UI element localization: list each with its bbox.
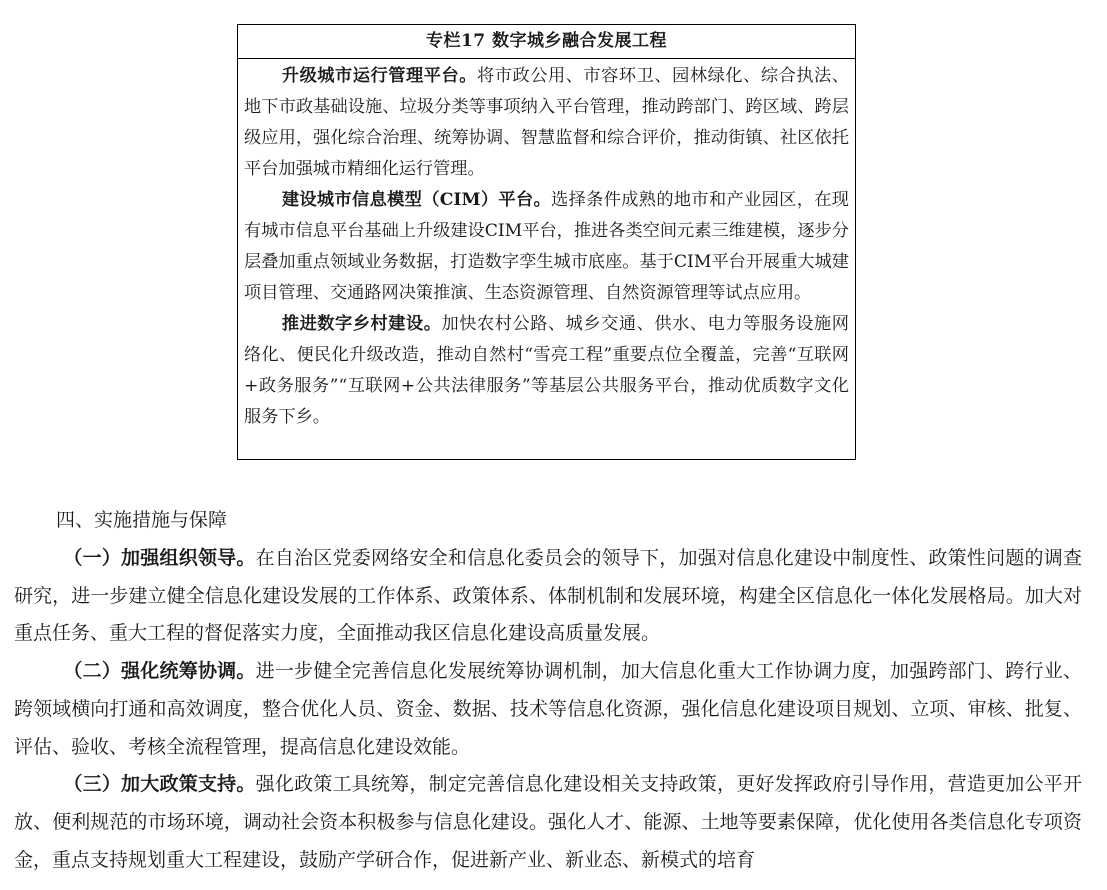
column-box: [237, 24, 856, 460]
section-heading: 四、实施措施与保障: [56, 509, 228, 531]
measure-paragraph-lead: （三）加大政策支持。: [63, 773, 256, 796]
measure-paragraph-coordination: [14, 653, 1082, 766]
measure-paragraph-text: 在自治区党委网络安全和信息化委员会的领导下，加强对信息化建设中制度性、政策性问题的调查研究，进一步建立健全信息化建设发展的工作体系、政策体系、体制机制和发展环境，构建全区信息化一体化发展格局。加大对重点任务、重大工程的督促落实力度，全面推动我区信息化建设高质量发展。: [14, 547, 1082, 645]
column-paragraph-lead: 推进数字乡村建设。: [281, 314, 442, 334]
measure-paragraph-text: 进一步健全完善信息化发展统筹协调机制，加大信息化重大工作协调力度，加强跨部门、跨行业、跨领域横向打通和高效调度，整合优化人员、资金、数据、技术等信息化资源，强化信息化建设项目规划、立项、审核、批复、评估、验收、考核全流程管理，提高信息化建设效能。: [14, 660, 1082, 758]
measure-paragraph-text: 强化政策工具统筹，制定完善信息化建设相关支持政策，更好发挥政府引导作用，营造更加公平开放、便利规范的市场环境，调动社会资本积极参与信息化建设。强化人才、能源、土地等要素保障，优化使用各类信息化专项资金，重点支持规划重大工程建设，鼓励产学研合作，促进新产业、新业态、新模式的培育: [14, 773, 1082, 871]
column-box-title: 专栏17 数字城乡融合发展工程: [238, 25, 855, 59]
column-paragraph-text: 选择条件成熟的地市和产业园区，在现有城市信息平台基础上升级建设CIM平台，推进各类空间元素三维建模，逐步分层叠加重点领域业务数据，打造数字孪生城市底座。基于CIM平台开展重大城建项目管理、交通路网决策推演、生态资源管理、自然资源管理等试点应用。: [244, 190, 849, 303]
column-paragraph-text: 将市政公用、市容环卫、园林绿化、综合执法、地下市政基础设施、垃圾分类等事项纳入平台管理，推动跨部门、跨区域、跨层级应用，强化综合治理、统筹协调、智慧监督和综合评价，推动街镇、社区依托平台加强城市精细化运行管理。: [244, 66, 849, 179]
column-paragraph-lead: 升级城市运行管理平台。: [281, 66, 477, 86]
measure-paragraph-lead: （二）强化统筹协调。: [63, 660, 256, 683]
column-paragraph-cim: [244, 185, 849, 309]
section-body: [14, 540, 1082, 879]
column-paragraph-village: [244, 309, 849, 433]
column-paragraph-text: 加快农村公路、城乡交通、供水、电力等服务设施网络化、便民化升级改造，推动自然村“雪亮工程”重要点位全覆盖，完善“互联网+政务服务”“互联网+公共法律服务”等基层公共服务平台，推动优质数字文化服务下乡。: [244, 314, 849, 427]
column-paragraph-cms: [244, 61, 849, 185]
measure-paragraph-leadership: [14, 540, 1082, 653]
column-box-body: [238, 59, 855, 433]
measure-paragraph-lead: （一）加强组织领导。: [63, 547, 256, 569]
column-paragraph-lead: 建设城市信息模型（CIM）平台。: [281, 190, 552, 210]
measure-paragraph-policy: [14, 766, 1082, 879]
